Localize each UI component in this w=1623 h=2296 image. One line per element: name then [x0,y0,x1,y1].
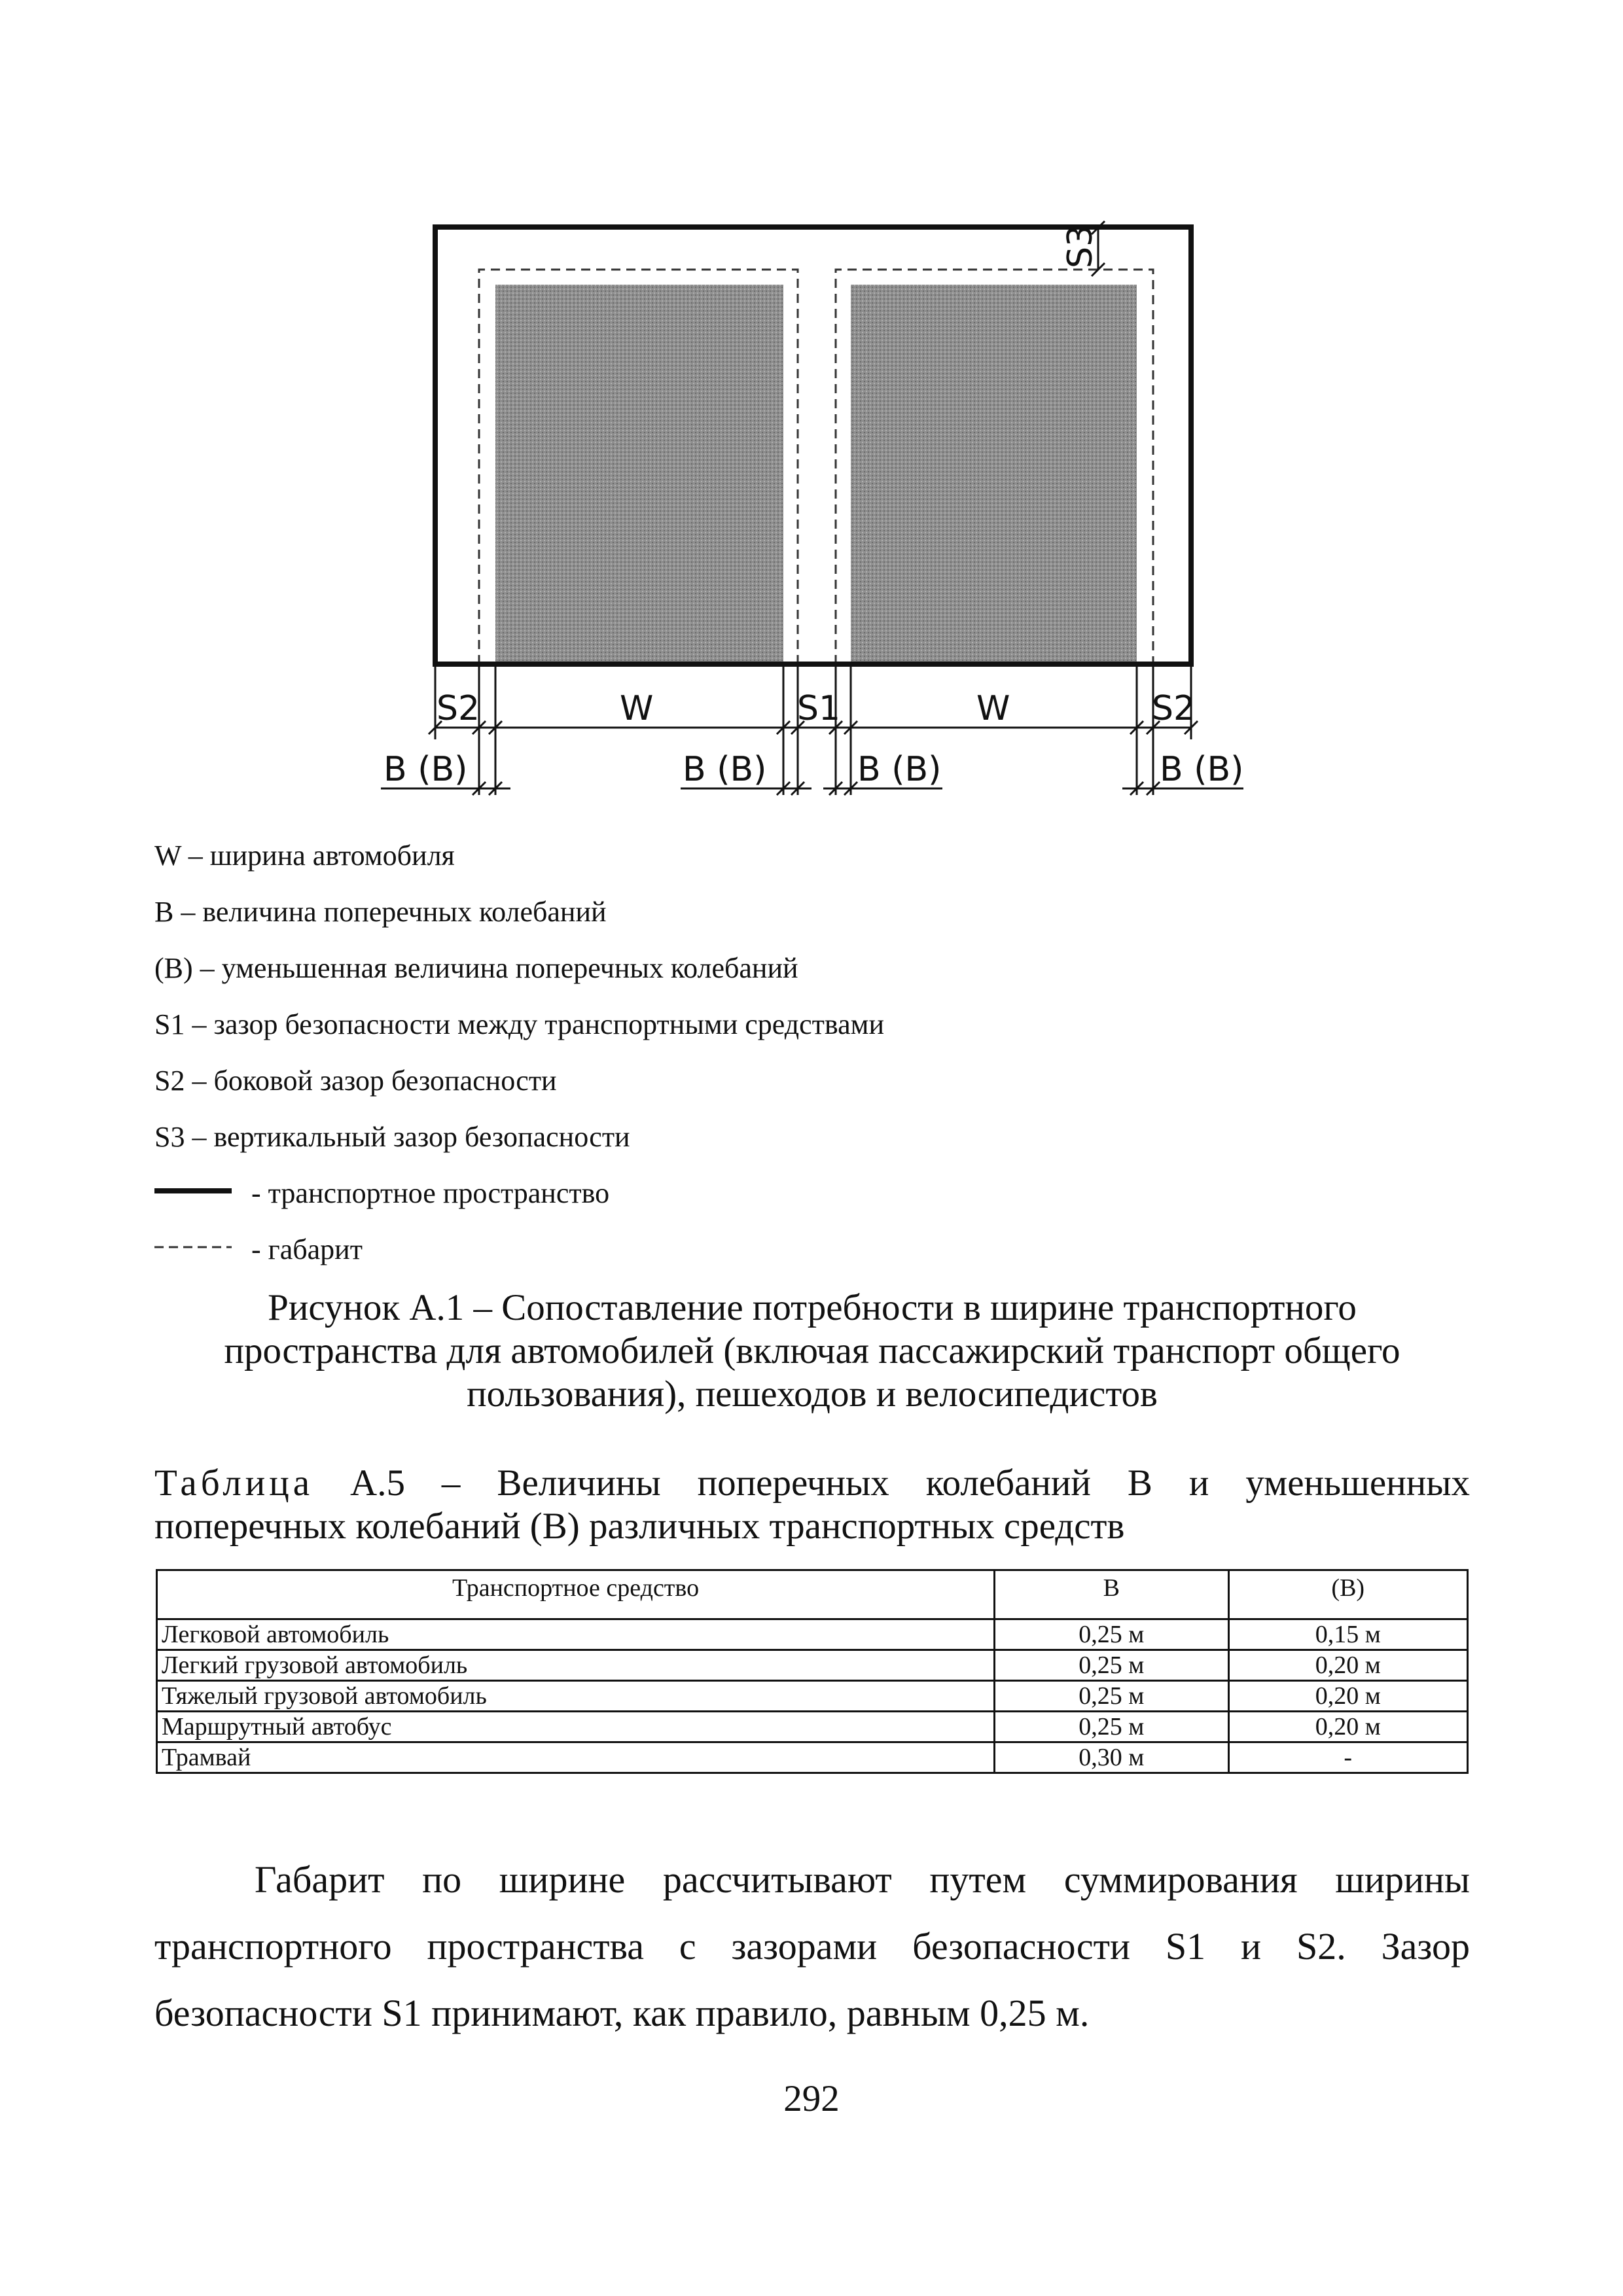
vehicle-left [495,285,783,664]
vehicle-oscillation-table [156,1569,1469,1774]
table-row [157,1619,1468,1650]
paragraph-line: транспортного пространства с зазорами безопасности S1 и S2. Зазор [154,1925,1470,1968]
vehicle-right [851,285,1137,664]
table-header-row [157,1570,1468,1619]
cell-vehicle: Тяжелый грузовой автомобиль [157,1681,995,1712]
legend-item: S3 – вертикальный зазор безопасности [154,1121,630,1153]
legend-item: (B) – уменьшенная величина поперечных колебаний [154,952,798,984]
caption-line: пространства для автомобилей (включая пассажирский транспорт общего [224,1330,1400,1371]
cell-b: 0,25 м [995,1619,1228,1650]
header-vehicle: Транспортное средство [157,1570,995,1619]
s1-label: S1 [797,689,841,728]
table-title-line2: поперечных колебаний (B) различных транспортных средств [154,1506,1125,1547]
cell-b: 0,25 м [995,1712,1228,1742]
legend-dashed-label: - габарит [251,1233,363,1265]
s2-left-label: S2 [437,689,480,728]
caption-line: Рисунок А.1 – Сопоставление потребности в ширине транспортного [268,1287,1357,1328]
cell-vehicle: Трамвай [157,1742,995,1773]
extension-lines [435,664,1191,795]
paragraph-line: Габарит по ширине рассчитывают путем суммирования ширины [255,1858,1470,1901]
table-title-word: Таблица [154,1462,314,1504]
table-row [157,1742,1468,1773]
w-left-label: W [620,689,654,728]
table-row [157,1650,1468,1681]
b-label-2: B (B) [683,750,767,789]
s2-right-label: S2 [1152,689,1196,728]
b-dimension-row [381,782,1243,795]
legend-item: W – ширина автомобиля [154,839,455,872]
cell-b: 0,25 м [995,1650,1228,1681]
table-row [157,1681,1468,1712]
w-right-label: W [976,689,1010,728]
table-title-rest: А.5 – Величины поперечных колебаний B и уменьшенных [350,1462,1471,1504]
cell-reduced-b: 0,15 м [1228,1619,1467,1650]
table-title [154,1462,1470,1548]
cell-reduced-b: 0,20 м [1228,1650,1467,1681]
cell-vehicle: Легкий грузовой автомобиль [157,1650,995,1681]
body-paragraph [154,1846,1470,2047]
legend-solid-label: - транспортное пространство [251,1177,610,1209]
cell-reduced-b: 0,20 м [1228,1712,1467,1742]
cell-b: 0,25 м [995,1681,1228,1712]
table-row [157,1712,1468,1742]
b-label-1: B (B) [383,750,468,789]
header-reduced-b: (B) [1228,1570,1467,1619]
paragraph-line: безопасности S1 принимают, как правило, равным 0,25 м. [154,1992,1090,2034]
cell-reduced-b: - [1228,1742,1467,1773]
cell-vehicle: Легковой автомобиль [157,1619,995,1650]
legend-item: B – величина поперечных колебаний [154,896,607,928]
legend-item: S2 – боковой зазор безопасности [154,1065,557,1097]
header-b: B [995,1570,1228,1619]
legend-dashed-line-sample [154,1241,233,1254]
cell-reduced-b: 0,20 м [1228,1681,1467,1712]
cell-vehicle: Маршрутный автобус [157,1712,995,1742]
page-number: 292 [783,2078,840,2119]
cell-b: 0,30 м [995,1742,1228,1773]
b-label-3: B (B) [857,750,942,789]
caption-line: пользования), пешеходов и велосипедистов [467,1373,1158,1415]
b-label-4: B (B) [1160,750,1244,789]
transport-space-diagram [0,0,1623,811]
table-title-line1 [154,1462,1470,1505]
s3-label: S3 [1061,224,1100,268]
legend-item: S1 – зазор безопасности между транспортными средствами [154,1008,885,1040]
legend-solid-line-sample [154,1184,233,1197]
figure-caption [154,1286,1470,1416]
